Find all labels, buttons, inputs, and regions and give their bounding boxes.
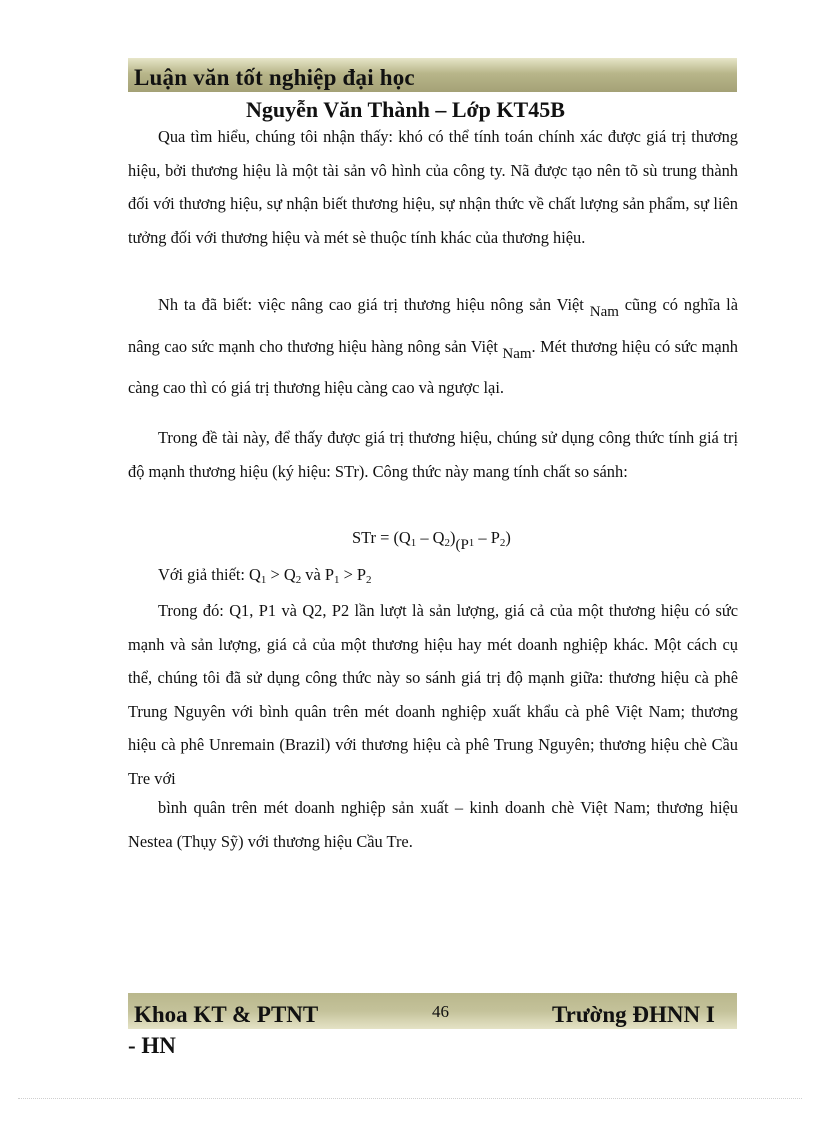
formula-sub-p2: 2 <box>499 537 506 549</box>
assumption-label: Với giả thiết: Q <box>158 565 261 584</box>
paragraph-2-nam-1: Nam <box>589 304 619 320</box>
paragraph-2-nam-2: Nam <box>502 345 532 362</box>
paragraph-3-text: Trong đề tài này, để thấy được giá trị thương hiệu, chúng sử dụng công thức tính giá trị độ mạnh thương hiệu (ký hiệu: STr). Công thức này mang tính chất so sánh: <box>128 428 738 481</box>
paragraph-2-start: Nh <box>158 295 179 314</box>
page-bottom-edge <box>18 1098 802 1099</box>
formula-lhs: STr = (Q <box>352 528 411 547</box>
assumption-sub-p1: 1 <box>333 574 340 586</box>
formula-sub-p1: 1 <box>468 537 475 549</box>
footer-university: Trường ĐHNN I <box>552 1002 715 1027</box>
footer-continuation: - HN <box>128 1033 176 1058</box>
formula-sub-q1: 1 <box>410 537 417 549</box>
assumption-gt-2: > P <box>339 565 367 584</box>
header-author: Nguyễn Văn Thành – Lớp KT45B <box>246 97 565 122</box>
paragraph-5-text: bình quân trên mét doanh nghiệp sản xuất – kinh doanh chè Việt Nam; thương hiệu Nestea (Thụy Sỹ) với thương hiệu Cầu Tre. <box>128 798 738 851</box>
paragraph-2-part-b: ta đã biết: việc nâng cao giá trị thương hiệu nông sản Việt <box>178 295 590 314</box>
paragraph-3 <box>128 421 738 488</box>
paragraph-4 <box>128 594 738 795</box>
strength-formula <box>352 525 511 558</box>
formula-p-mid: – P <box>474 528 500 547</box>
paragraph-4-text: Trong đó: Q1, P1 và Q2, P2 lần lượt là sản lượng, giá cả của một thương hiệu có sức mạnh và sản lượng, giá cả của một thương hiệu hay mét doanh nghiệp khác. Một cách cụ thể, chúng tôi đã sử dụng công thức này so sánh giá trị độ mạnh giữa: thương hiệu cà phê Trung Nguyên với bình quân trên mét doanh nghiệp xuất khẩu cà phê Việt Nam; thương hiệu cà phê Unremain (Brazil) với thương hiệu cà phê Trung Nguyên; thương hiệu chè Cầu Tre với <box>128 601 738 788</box>
formula-p-close: ) <box>505 528 511 547</box>
formula-mid: – Q <box>416 528 445 547</box>
paragraph-5 <box>128 791 738 858</box>
assumption-sub-q1: 1 <box>260 574 267 586</box>
paragraph-1-text: Qua tìm hiểu, chúng tôi nhận thấy: khó có thể tính toán chính xác được giá trị thương hiệu, bởi thương hiệu là một tài sản vô hình của công ty. Nã được tạo nên tõ sù trung thành đối với thương hiệu, sự nhận biết thương hiệu, sự nhận thức về chất lượng sản phẩm, sự liên tưởng đối với thương hiệu và mét sè thuộc tính khác của thương hiệu. <box>128 127 738 247</box>
assumption-gt-1: > Q <box>266 565 296 584</box>
paragraph-1 <box>128 120 738 254</box>
assumption-line <box>158 562 372 588</box>
page-number: 46 <box>432 1002 449 1021</box>
header-title: Luận văn tốt nghiệp đại học <box>134 65 415 90</box>
footer-faculty: Khoa KT & PTNT <box>134 1002 319 1027</box>
paragraph-2-part-d: cũng có nghĩa là nâng cao sức mạnh cho thương hiệu hàng nông sản Việt <box>128 295 738 356</box>
formula-p-open: (P <box>455 537 469 553</box>
formula-sub-q2: 2 <box>444 537 450 549</box>
assumption-sub-p2: 2 <box>366 574 372 586</box>
formula-close: ) <box>449 528 456 547</box>
paragraph-2 <box>128 288 738 405</box>
paragraph-2-text <box>128 288 738 405</box>
assumption-and: và P <box>301 565 334 584</box>
assumption-sub-q2: 2 <box>295 574 302 586</box>
paragraph-2-part-f: . Mét thương hiệu có sức mạnh càng cao thì có giá trị thương hiệu càng cao và ngược lại. <box>128 336 739 397</box>
